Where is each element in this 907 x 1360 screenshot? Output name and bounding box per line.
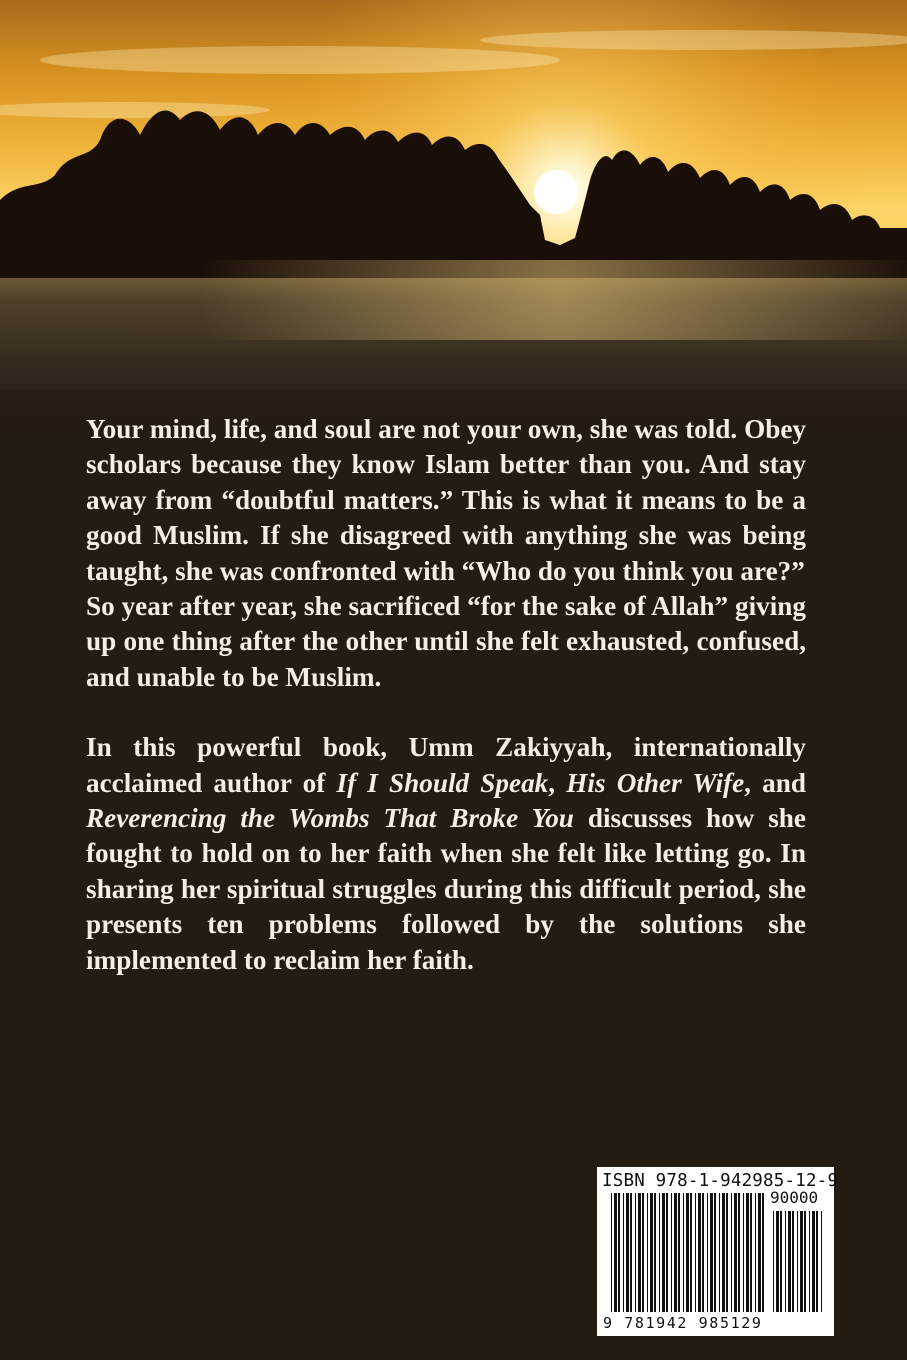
barcode-bar bbox=[630, 1193, 632, 1312]
barcode-bar bbox=[695, 1193, 696, 1312]
price-code: 90000 bbox=[770, 1188, 819, 1207]
book-title-his-other-wife: His Other Wife bbox=[566, 767, 745, 798]
barcode-bar bbox=[678, 1193, 680, 1312]
barcode-bar bbox=[674, 1193, 677, 1312]
barcode-bar bbox=[792, 1211, 794, 1312]
barcode-bar bbox=[809, 1211, 810, 1312]
barcode-bar bbox=[812, 1211, 815, 1312]
blurb-paragraph-1: Your mind, life, and soul are not your own, she was told. Obey scholars because they know Islam better than you. And stay away from “doubtful matters.” This is what it means to be a good Muslim. If she disagreed with anything she was being taught, she was confronted with “Who do you think you are?” bbox=[86, 414, 806, 586]
barcode-bar bbox=[755, 1193, 756, 1312]
barcode-bar bbox=[821, 1211, 822, 1312]
barcode-bar bbox=[702, 1193, 704, 1312]
barcode-bar bbox=[714, 1193, 716, 1312]
barcode-bar bbox=[642, 1193, 644, 1312]
barcode-bar bbox=[734, 1193, 737, 1312]
back-cover-blurb bbox=[86, 412, 806, 978]
barcode-bar bbox=[785, 1211, 786, 1312]
barcode-bar bbox=[618, 1193, 620, 1312]
barcode-bar bbox=[666, 1193, 668, 1312]
barcode-bar bbox=[638, 1193, 641, 1312]
sun bbox=[534, 170, 578, 214]
barcode-bar bbox=[671, 1193, 672, 1312]
blurb-separator: , and bbox=[744, 767, 806, 798]
barcode-bar bbox=[626, 1193, 629, 1312]
barcode-bar bbox=[726, 1193, 728, 1312]
barcode-bar bbox=[758, 1193, 761, 1312]
barcode-bar bbox=[743, 1193, 744, 1312]
barcode-bar bbox=[654, 1193, 656, 1312]
barcode-bar bbox=[710, 1193, 713, 1312]
barcode-bar bbox=[797, 1211, 798, 1312]
blurb-separator: , bbox=[548, 767, 567, 798]
barcode-bar bbox=[788, 1211, 791, 1312]
barcode-bar bbox=[698, 1193, 701, 1312]
barcode-bar bbox=[719, 1193, 720, 1312]
book-title-if-i-should-speak: If I Should Speak bbox=[336, 767, 549, 798]
barcode-bar bbox=[804, 1211, 806, 1312]
barcode-bar bbox=[746, 1193, 749, 1312]
blurb-intro: In this powerful book, Umm Zakiyyah, internationally acclaimed author of bbox=[86, 732, 806, 798]
ean-digits: 9 781942 985129 bbox=[603, 1314, 763, 1332]
book-title-reverencing-the-wombs: Reverencing the Wombs That Broke You bbox=[86, 803, 574, 834]
barcode-bar bbox=[773, 1211, 774, 1312]
barcode-bar bbox=[662, 1193, 665, 1312]
barcode-bar bbox=[623, 1193, 624, 1312]
sunrise-landscape-photo bbox=[0, 0, 907, 430]
barcode-bar bbox=[707, 1193, 708, 1312]
barcode-bar bbox=[722, 1193, 725, 1312]
barcode-bar bbox=[731, 1193, 732, 1312]
barcode-bar bbox=[611, 1193, 612, 1312]
isbn-barcode bbox=[597, 1167, 839, 1336]
barcode-bar bbox=[800, 1211, 803, 1312]
barcode-bar bbox=[647, 1193, 648, 1312]
barcode-bar bbox=[738, 1193, 740, 1312]
barcode-bar bbox=[780, 1211, 782, 1312]
blurb-paragraph-3 bbox=[86, 730, 806, 978]
morning-mist bbox=[0, 260, 907, 340]
barcode-bar bbox=[650, 1193, 653, 1312]
barcode-bar bbox=[614, 1193, 617, 1312]
blurb-rest: discusses how she fought to hold on to her faith when she felt like letting go. In sharing her spiritual struggles during this difficult period, she presents ten problems followed by the solutions she implemented to reclaim her faith. bbox=[86, 803, 806, 975]
barcode-bar bbox=[750, 1193, 752, 1312]
barcode-bar bbox=[659, 1193, 660, 1312]
barcode-bar bbox=[762, 1193, 764, 1312]
blurb-paragraph-2: So year after year, she sacrificed “for the sake of Allah” giving up one thing after the other until she felt exhausted, confused, and unable to be Muslim. bbox=[86, 591, 806, 692]
barcode-bar bbox=[686, 1193, 689, 1312]
barcode-bar bbox=[816, 1211, 818, 1312]
barcode-bar bbox=[776, 1211, 779, 1312]
isbn-text: ISBN 978-1-942985-12-9 bbox=[602, 1171, 839, 1191]
barcode-bar bbox=[635, 1193, 636, 1312]
barcode-bar bbox=[683, 1193, 684, 1312]
barcode-bar bbox=[690, 1193, 692, 1312]
